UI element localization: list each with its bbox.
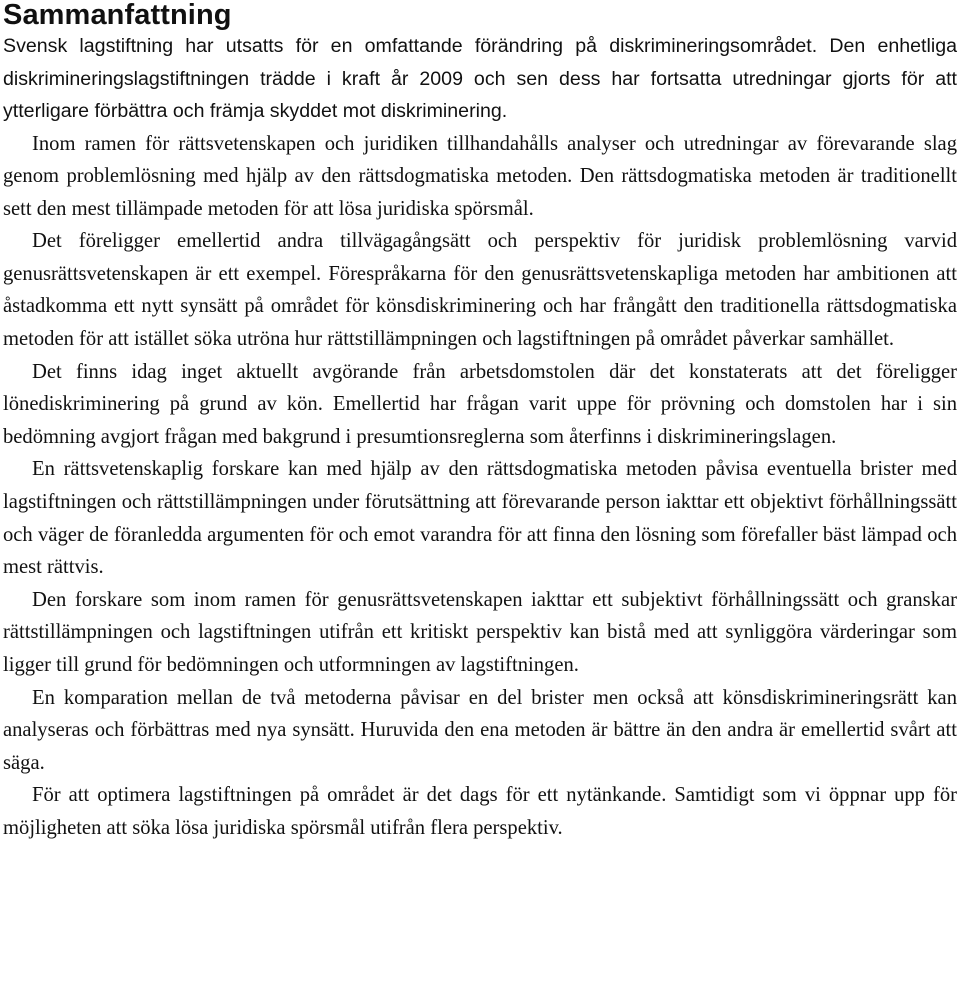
paragraph-labour-court: Det finns idag inget aktuellt avgörande från arbetsdomstolen där det konstaterats att det föreligger lönediskriminering på grund av kön. Emellertid har frågan varit uppe för prövning och domstolen har i sin bedömning avgjort frågan med bakgrund i presumtionsreglerna som återfinns i diskrimineringslagen. bbox=[3, 360, 957, 448]
paragraph-comparison: En komparation mellan de två metoderna påvisar en del brister men också att könsdiskrimineringsrätt kan analyseras och förbättras med nya synsätt. Huruvida den ena metoden är bättre än den andra är emellertid svårt att säga. bbox=[3, 686, 957, 774]
section-heading: Sammanfattning bbox=[3, 0, 232, 31]
paragraph-legal-method: Inom ramen för rättsvetenskapen och juridiken tillhandahålls analyser och utredningar av förevarande slag genom problemlösning med hjälp av den rättsdogmatiska metoden. Den rättsdogmatiska metoden är traditionellt sett den mest tillämpade metoden för att lösa juridiska spörsmål. bbox=[3, 132, 957, 220]
paragraph-gender-jurisprudence: Det föreligger emellertid andra tillvägagångsätt och perspektiv för juridisk problemlösning varvid genusrättsvetenskapen är ett exempel. Förespråkarna för den genusrättsvetenskapliga metoden har ambitionen att åstadkomma ett nytt synsätt på området för könsdiskriminering och har frångått den traditionella rättsdogmatiska metoden för att istället söka utröna hur rättstillämpningen och lagstiftningen på området påverkar samhället. bbox=[3, 230, 957, 351]
paragraph-conclusion: För att optimera lagstiftningen på området är det dags för ett nytänkande. Samtidigt som vi öppnar upp för möjligheten att söka lösa juridiska spörsmål utifrån flera perspektiv. bbox=[3, 784, 957, 839]
intro-paragraph: Svensk lagstiftning har utsatts för en omfattande förändring på diskrimineringsområdet. Den enhetliga diskrimineringslagstiftningen trädde i kraft år 2009 och sen dess har fortsatta utredningar gjorts för att ytterligare förbättra och främja skyddet mot diskriminering. bbox=[3, 35, 957, 122]
paragraph-legal-researcher: En rättsvetenskaplig forskare kan med hjälp av den rättsdogmatiska metoden påvisa eventuella brister med lagstiftningen och rättstillämpningen under förutsättning att förevarande person iakttar ett objektivt förhållningssätt och väger de föranledda argumenten för och emot varandra för att finna den lösning som förefaller bäst lämpad och mest rättvis. bbox=[3, 458, 957, 579]
paragraph-subjective-researcher: Den forskare som inom ramen för genusrättsvetenskapen iakttar ett subjektivt förhållningssätt och granskar rättstillämpningen och lagstiftningen utifrån ett kritiskt perspektiv kan bistå med att synliggöra värderingar som ligger till grund för bedömningen och utformningen av lagstiftningen. bbox=[3, 588, 957, 676]
